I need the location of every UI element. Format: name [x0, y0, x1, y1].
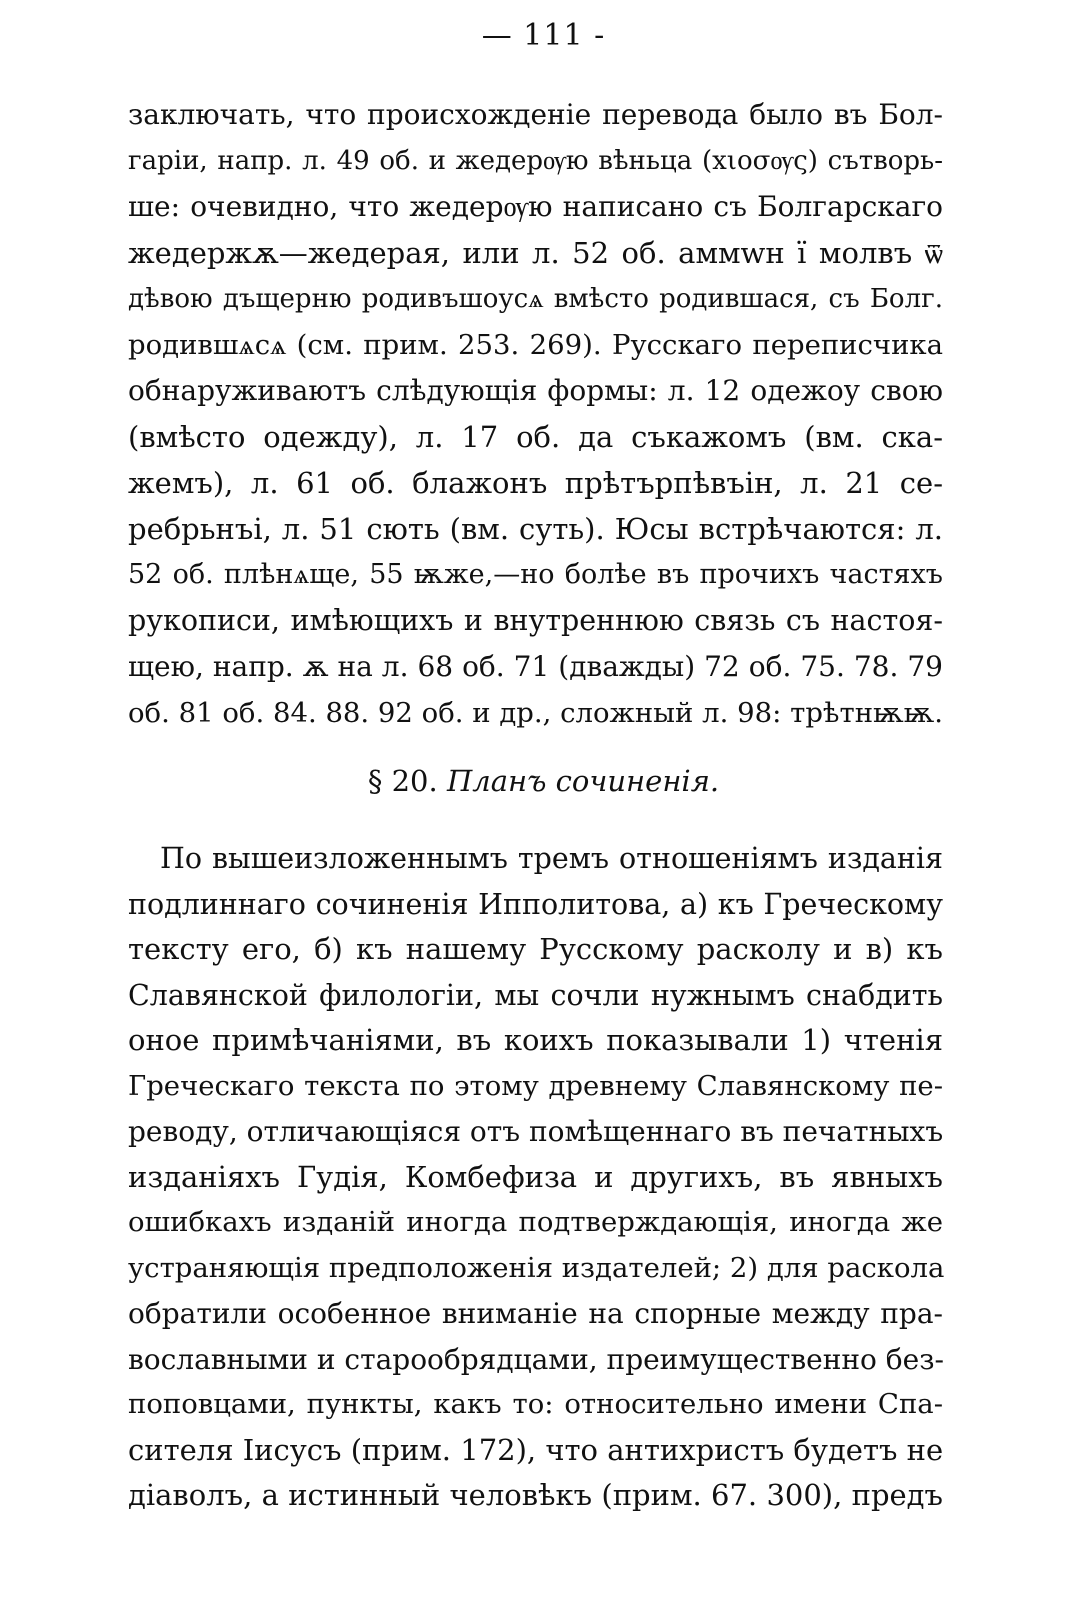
paragraph-1	[128, 92, 943, 736]
text-line: жемъ), л. 61 об. блажонъ прѣтърпѣвъін, л. 21 се-	[128, 466, 943, 500]
text-line: діаволъ, а истинный человѣкъ (прим. 67. 300), предъ	[128, 1478, 943, 1512]
text-line: щею, напр. ѫ на л. 68 об. 71 (дважды) 72 об. 75. 78. 79	[128, 650, 943, 683]
text-line: По вышеизложеннымъ тремъ отношеніямъ изданія	[160, 842, 943, 875]
text-line: реводу, отличающіяся отъ помѣщеннаго въ печатныхъ	[128, 1115, 944, 1148]
paragraph-2	[128, 836, 943, 1519]
text-line: подлиннаго сочиненія Ипполитова, а) къ Греческому	[128, 887, 943, 921]
text-line: изданіяхъ Гудія, Комбефиза и другихъ, въ явныхъ	[128, 1159, 943, 1194]
text-line: рукописи, имѣющихъ и внутреннюю связь съ настоя-	[128, 604, 943, 637]
text-line: поповцами, пункты, какъ то: относительно имени Спа-	[128, 1388, 943, 1420]
text-line: жедержѫ—жедерая, или л. 52 об. аммwн ї молвъ ѿ	[128, 236, 943, 270]
text-line: (вмѣсто одежду), л. 17 об. да съкажомъ (вм. ска-	[128, 420, 943, 454]
section-number: § 20.	[367, 764, 438, 798]
text-line: оное примѣчаніями, въ коихъ показывали 1) чтенія	[128, 1023, 943, 1057]
text-line: сителя Іисусъ (прим. 172), что антихристъ будетъ не	[128, 1432, 944, 1467]
text-line: тексту его, б) къ нашему Русскому расколу и в) къ	[128, 932, 943, 966]
text-line: Греческаго текста по этому древнему Славянскому пе-	[128, 1069, 943, 1102]
text-line: вославными и старообрядцами, преимущественно без-	[128, 1342, 944, 1376]
text-line: Славянской филологіи, мы сочли нужнымъ снабдить	[128, 978, 943, 1012]
page-number: — 111 -	[481, 18, 606, 53]
section-heading	[0, 758, 1087, 804]
text-line: родившѧсѧ (см. прим. 253. 269). Русскаго переписчика	[128, 329, 943, 361]
text-line: ошибкахъ изданій иногда подтверждающія, иногда же	[128, 1206, 943, 1238]
text-line: дѣвою дъщерню родивъшоусѧ вмѣсто родившася, съ Болг.	[128, 284, 943, 314]
text-line: обнаруживаютъ слѣдующія формы: л. 12 одежоу свою	[128, 374, 943, 407]
text-line: обратили особенное вниманіе на спорные между пра-	[128, 1297, 943, 1330]
text-line: заключать, что происхожденіе перевода было въ Бол-	[128, 98, 943, 131]
text-line: ше: очевидно, что жедерѹю написано съ Болгарскаго	[128, 190, 943, 223]
text-line: устраняющія предположенія издателей; 2) для раскола	[128, 1251, 945, 1284]
text-line: об. 81 об. 84. 88. 92 об. и др., сложный л. 98: трѣтнѭѭ.	[128, 697, 943, 729]
section-title: Планъ сочиненія.	[446, 764, 720, 798]
text-line: ребрьнъі, л. 51 сють (вм. суть). Юсы встрѣчаются: л.	[128, 512, 943, 546]
text-line: гаріи, напр. л. 49 об. и жедерѹю вѣньца (хιοσѹς) сътворь-	[128, 146, 943, 176]
text-line: 52 об. плѣнѧще, 55 ѭже,—но болѣе въ прочихъ частяхъ	[128, 559, 943, 590]
